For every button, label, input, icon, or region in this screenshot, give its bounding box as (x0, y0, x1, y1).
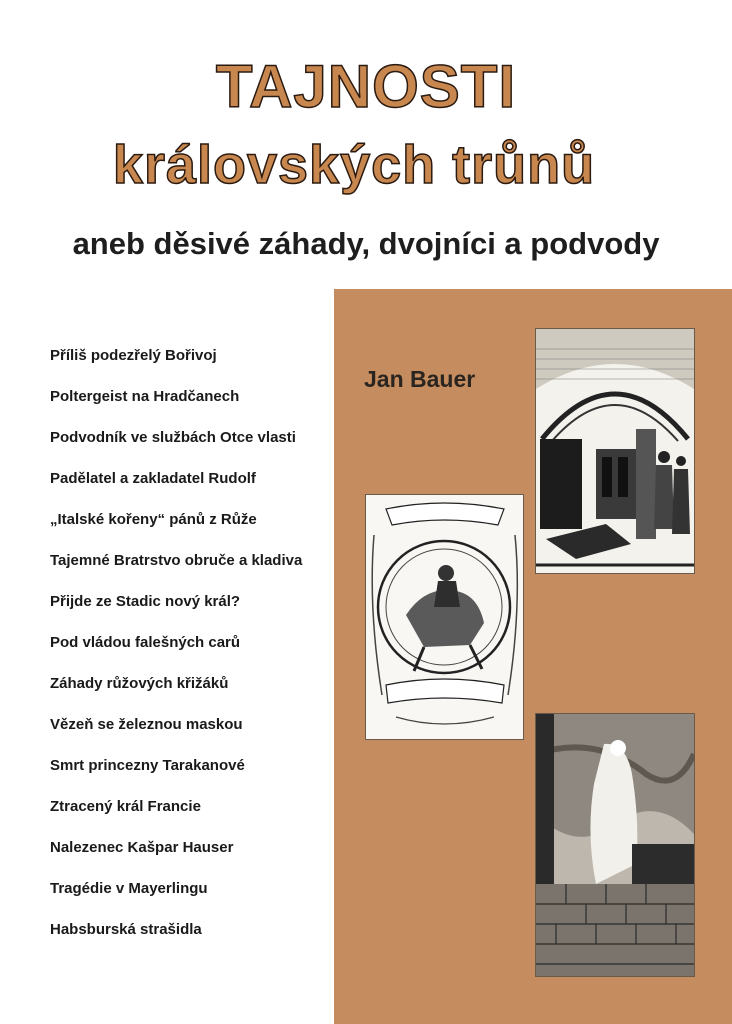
chapter-item: Záhady růžových křižáků (50, 675, 229, 692)
chapter-list (50, 346, 302, 961)
book-subtitle: aneb děsivé záhady, dvojníci a podvody (72, 226, 660, 261)
chapter-item: Poltergeist na Hradčanech (50, 388, 240, 405)
chapter-item: Pod vládou falešných carů (50, 634, 241, 651)
chapter-item: Tragédie v Mayerlingu (50, 880, 208, 897)
chapter-item: Ztracený král Francie (50, 798, 201, 815)
chapter-item: Nalezenec Kašpar Hauser (50, 839, 234, 856)
chapter-item: Přijde ze Stadic nový král? (50, 593, 241, 610)
engraving-ghost-lady (535, 713, 695, 977)
chapter-item: Smrt princezny Tarakanové (50, 757, 245, 774)
chapter-item: Podvodník ve službách Otce vlasti (50, 429, 296, 446)
chapter-item: Habsburská strašidla (50, 921, 202, 938)
chapter-item: Tajemné Bratrstvo obruče a kladiva (50, 552, 303, 569)
chapter-item: Příliš podezřelý Bořivoj (50, 347, 217, 364)
book-title-line1: TAJNOSTI (215, 53, 517, 120)
engraving-emblem-rider (365, 494, 524, 740)
engraving-vault-scene (535, 328, 695, 574)
author-name: Jan Bauer (364, 366, 476, 392)
chapter-item: Padělatel a zakladatel Rudolf (50, 470, 256, 487)
chapter-item: „Italské kořeny“ pánů z Růže (50, 511, 257, 528)
chapter-item: Vězeň se železnou maskou (50, 716, 243, 733)
book-title-line2: královských trůnů (112, 135, 596, 195)
